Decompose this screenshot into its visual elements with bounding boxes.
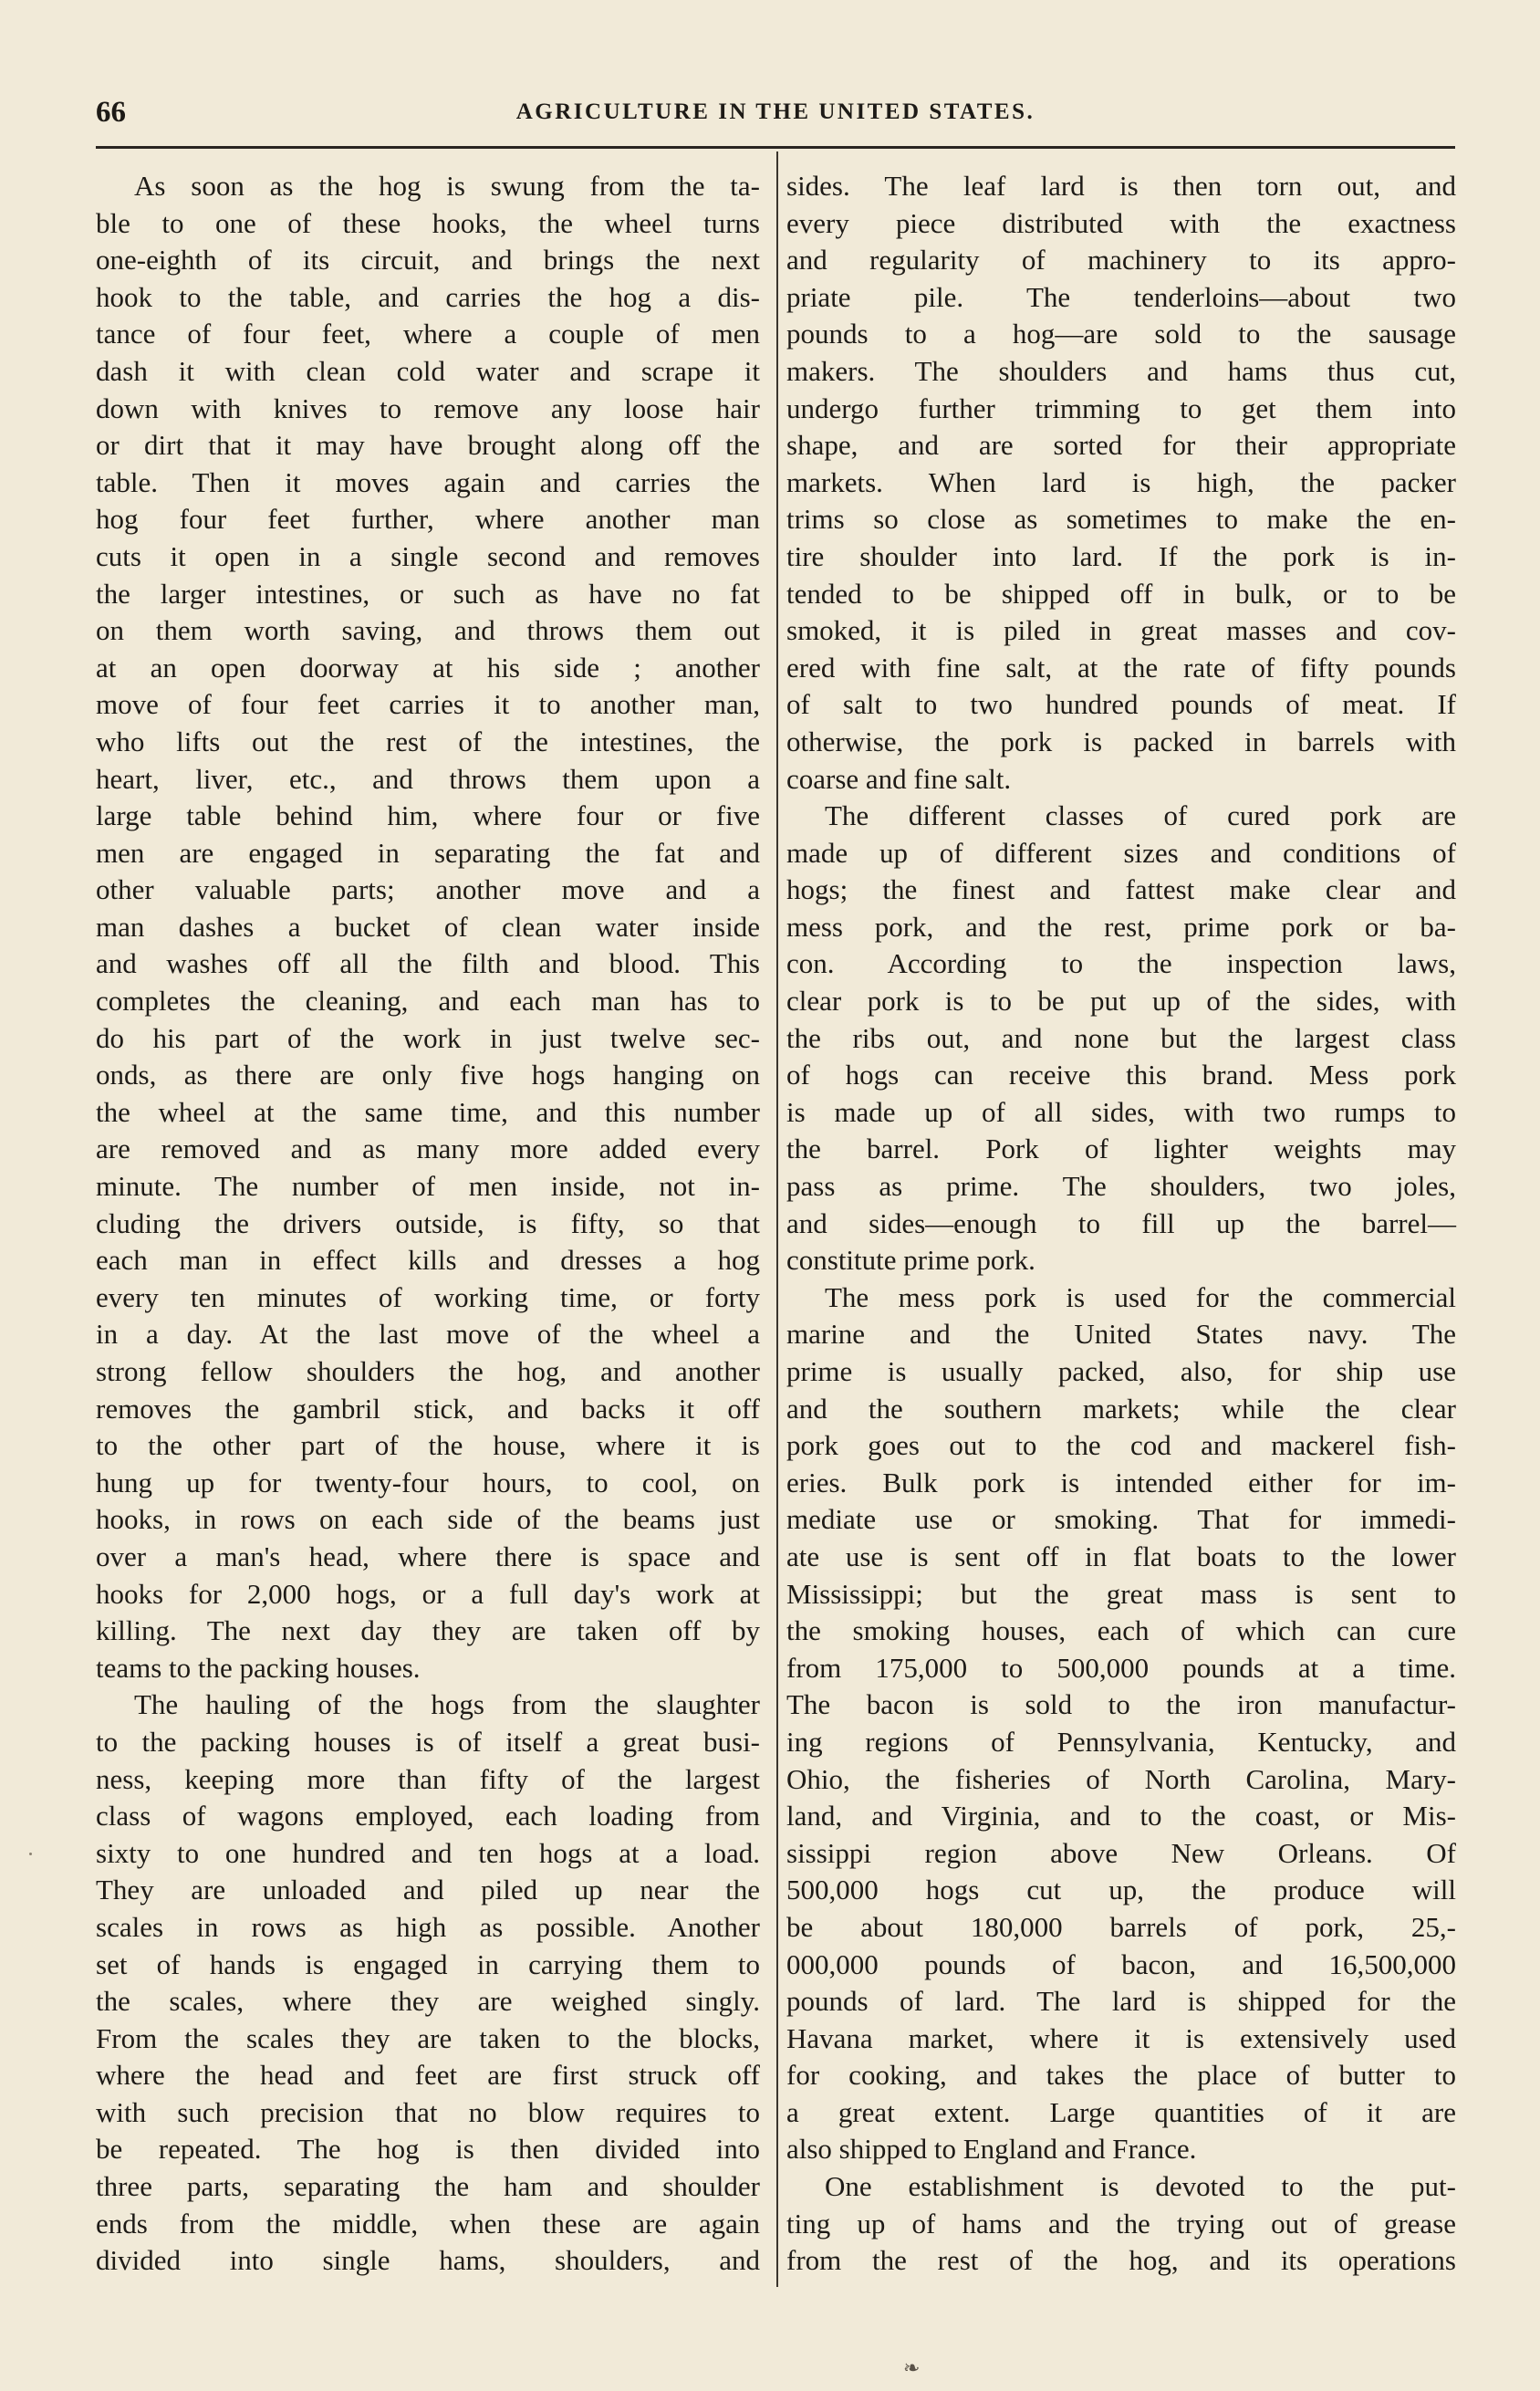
text-line: undergo further trimming to get them into bbox=[786, 392, 1456, 424]
text-line: trims so close as sometimes to make the en- bbox=[786, 503, 1456, 536]
text-line: ness, keeping more than fifty of the largest bbox=[96, 1762, 760, 1795]
text-line: ate use is sent off in flat boats to the lower bbox=[786, 1540, 1456, 1572]
text-line: cuts it open in a single second and removes bbox=[96, 539, 760, 572]
text-line: large table behind him, where four or five bbox=[96, 799, 760, 832]
text-line: every ten minutes of working time, or forty bbox=[96, 1280, 760, 1313]
text-line: hooks, in rows on each side of the beams just bbox=[96, 1503, 760, 1536]
text-line: hook to the table, and carries the hog a dis- bbox=[96, 280, 760, 313]
text-line: con. According to the inspection laws, bbox=[786, 947, 1456, 980]
text-line: the larger intestines, or such as have no fat bbox=[96, 577, 760, 610]
text-line: 000,000 pounds of bacon, and 16,500,000 bbox=[786, 1947, 1456, 1980]
text-line: dash it with clean cold water and scrape it bbox=[96, 354, 760, 387]
text-line: The different classes of cured pork are bbox=[825, 799, 1456, 832]
text-line: clear pork is to be put up of the sides, with bbox=[786, 985, 1456, 1018]
text-line: over a man's head, where there is space and bbox=[96, 1540, 760, 1572]
text-line: every piece distributed with the exactness bbox=[786, 206, 1456, 239]
text-line: made up of different sizes and conditions of bbox=[786, 836, 1456, 869]
text-line: to the packing houses is of itself a great busi- bbox=[96, 1725, 760, 1758]
printer-ornament: ❧ bbox=[903, 2356, 921, 2379]
text-line: of salt to two hundred pounds of meat. If bbox=[786, 688, 1456, 721]
text-line: sissippi region above New Orleans. Of bbox=[786, 1836, 1456, 1869]
text-line: completes the cleaning, and each man has to bbox=[96, 985, 760, 1018]
text-line: smoked, it is piled in great masses and cov- bbox=[786, 614, 1456, 647]
text-line: pass as prime. The shoulders, two joles, bbox=[786, 1170, 1456, 1203]
text-line: marine and the United States navy. The bbox=[786, 1318, 1456, 1351]
text-line: is made up of all sides, with two rumps to bbox=[786, 1095, 1456, 1128]
text-line: for cooking, and takes the place of butter to bbox=[786, 2059, 1456, 2092]
text-line: ends from the middle, when these are again bbox=[96, 2207, 760, 2240]
text-line: Mississippi; but the great mass is sent to bbox=[786, 1577, 1456, 1610]
column-divider bbox=[776, 151, 778, 2287]
header-rule bbox=[96, 146, 1455, 149]
text-line: constitute prime pork. bbox=[786, 1244, 1035, 1277]
text-line: teams to the packing houses. bbox=[96, 1651, 421, 1684]
text-line: on them worth saving, and throws them out bbox=[96, 614, 760, 647]
text-line: at an open doorway at his side ; another bbox=[96, 651, 760, 684]
text-line: the scales, where they are weighed singly. bbox=[96, 1985, 760, 2018]
page-header bbox=[96, 96, 1455, 132]
text-line: set of hands is engaged in carrying them to bbox=[96, 1947, 760, 1980]
text-line: of hogs can receive this brand. Mess pork bbox=[786, 1059, 1456, 1091]
text-line: the smoking houses, each of which can cure bbox=[786, 1614, 1456, 1647]
text-line: shape, and are sorted for their appropriate bbox=[786, 429, 1456, 462]
text-line: from the rest of the hog, and its operations bbox=[786, 2244, 1456, 2277]
text-line: also shipped to England and France. bbox=[786, 2133, 1197, 2166]
text-line: Havana market, where it is extensively used bbox=[786, 2021, 1456, 2054]
text-line: who lifts out the rest of the intestines, the bbox=[96, 725, 760, 757]
text-line: mess pork, and the rest, prime pork or ba- bbox=[786, 910, 1456, 943]
text-line: From the scales they are taken to the blocks, bbox=[96, 2021, 760, 2054]
text-line: a great extent. Large quantities of it are bbox=[786, 2095, 1456, 2128]
text-line: class of wagons employed, each loading from bbox=[96, 1800, 760, 1832]
text-line: Ohio, the fisheries of North Carolina, Mary- bbox=[786, 1762, 1456, 1795]
text-line: pork goes out to the cod and mackerel fish- bbox=[786, 1429, 1456, 1462]
text-line: divided into single hams, shoulders, and bbox=[96, 2244, 760, 2277]
text-line: move of four feet carries it to another man, bbox=[96, 688, 760, 721]
text-line: to the other part of the house, where it is bbox=[96, 1429, 760, 1462]
left-column bbox=[96, 168, 760, 2280]
text-line: mediate use or smoking. That for immedi- bbox=[786, 1503, 1456, 1536]
text-line: killing. The next day they are taken off by bbox=[96, 1614, 760, 1647]
text-line: tended to be shipped off in bulk, or to be bbox=[786, 577, 1456, 610]
text-line: the ribs out, and none but the largest class bbox=[786, 1021, 1456, 1054]
text-line: The hauling of the hogs from the slaughter bbox=[134, 1688, 760, 1721]
text-line: the barrel. Pork of lighter weights may bbox=[786, 1133, 1456, 1165]
text-line: or dirt that it may have brought along off the bbox=[96, 429, 760, 462]
ink-speck bbox=[29, 1853, 32, 1855]
text-line: strong fellow shoulders the hog, and another bbox=[96, 1355, 760, 1387]
text-line: cluding the drivers outside, is fifty, so that bbox=[96, 1206, 760, 1239]
text-line: land, and Virginia, and to the coast, or Mis- bbox=[786, 1800, 1456, 1832]
text-line: ered with fine salt, at the rate of fifty pounds bbox=[786, 651, 1456, 684]
text-line: sixty to one hundred and ten hogs at a load. bbox=[96, 1836, 760, 1869]
text-line: tire shoulder into lard. If the pork is in- bbox=[786, 539, 1456, 572]
text-line: be about 180,000 barrels of pork, 25,- bbox=[786, 1910, 1456, 1943]
text-line: and regularity of machinery to its appro- bbox=[786, 244, 1456, 277]
running-head: AGRICULTURE IN THE UNITED STATES. bbox=[515, 99, 1035, 124]
text-line: 500,000 hogs cut up, the produce will bbox=[786, 1874, 1456, 1906]
text-line: onds, as there are only five hogs hanging on bbox=[96, 1059, 760, 1091]
text-line: They are unloaded and piled up near the bbox=[96, 1874, 760, 1906]
text-line: heart, liver, etc., and throws them upon a bbox=[96, 762, 760, 795]
text-line: and washes off all the filth and blood. This bbox=[96, 947, 760, 980]
text-line: sides. The leaf lard is then torn out, and bbox=[786, 170, 1456, 202]
text-line: tance of four feet, where a couple of men bbox=[96, 318, 760, 350]
page-number: 66 bbox=[96, 96, 126, 129]
text-line: pounds of lard. The lard is shipped for the bbox=[786, 1985, 1456, 2018]
text-line: One establishment is devoted to the put- bbox=[825, 2170, 1456, 2203]
text-line: As soon as the hog is swung from the ta- bbox=[134, 170, 760, 202]
text-line: eries. Bulk pork is intended either for im- bbox=[786, 1466, 1456, 1498]
text-line: and the southern markets; while the clear bbox=[786, 1392, 1456, 1425]
text-line: one-eighth of its circuit, and brings the next bbox=[96, 244, 760, 277]
text-line: man dashes a bucket of clean water inside bbox=[96, 910, 760, 943]
text-line: removes the gambril stick, and backs it off bbox=[96, 1392, 760, 1425]
text-line: scales in rows as high as possible. Another bbox=[96, 1910, 760, 1943]
text-line: and sides—enough to fill up the barrel— bbox=[786, 1206, 1456, 1239]
text-line: priate pile. The tenderloins—about two bbox=[786, 280, 1456, 313]
text-line: do his part of the work in just twelve sec- bbox=[96, 1021, 760, 1054]
text-line: men are engaged in separating the fat and bbox=[96, 836, 760, 869]
text-line: markets. When lard is high, the packer bbox=[786, 465, 1456, 498]
text-line: where the head and feet are first struck off bbox=[96, 2059, 760, 2092]
text-line: table. Then it moves again and carries the bbox=[96, 465, 760, 498]
text-line: down with knives to remove any loose hair bbox=[96, 392, 760, 424]
text-line: in a day. At the last move of the wheel a bbox=[96, 1318, 760, 1351]
text-line: hung up for twenty-four hours, to cool, on bbox=[96, 1466, 760, 1498]
text-line: the wheel at the same time, and this number bbox=[96, 1095, 760, 1128]
text-line: hooks for 2,000 hogs, or a full day's work at bbox=[96, 1577, 760, 1610]
text-line: ble to one of these hooks, the wheel turns bbox=[96, 206, 760, 239]
text-line: coarse and fine salt. bbox=[786, 762, 1012, 795]
text-line: from 175,000 to 500,000 pounds at a time. bbox=[786, 1651, 1456, 1684]
text-line: minute. The number of men inside, not in- bbox=[96, 1170, 760, 1203]
right-column bbox=[786, 168, 1456, 2280]
text-line: each man in effect kills and dresses a hog bbox=[96, 1244, 760, 1277]
text-line: be repeated. The hog is then divided into bbox=[96, 2133, 760, 2166]
text-line: makers. The shoulders and hams thus cut, bbox=[786, 354, 1456, 387]
text-line: The mess pork is used for the commercial bbox=[825, 1280, 1456, 1313]
text-line: other valuable parts; another move and a bbox=[96, 873, 760, 906]
text-line: three parts, separating the ham and shoulder bbox=[96, 2170, 760, 2203]
text-line: hogs; the finest and fattest make clear and bbox=[786, 873, 1456, 906]
text-line: The bacon is sold to the iron manufactur- bbox=[786, 1688, 1456, 1721]
text-line: pounds to a hog—are sold to the sausage bbox=[786, 318, 1456, 350]
text-line: ting up of hams and the trying out of grease bbox=[786, 2207, 1456, 2240]
text-line: prime is usually packed, also, for ship use bbox=[786, 1355, 1456, 1387]
text-line: hog four feet further, where another man bbox=[96, 503, 760, 536]
text-line: otherwise, the pork is packed in barrels with bbox=[786, 725, 1456, 757]
text-line: ing regions of Pennsylvania, Kentucky, and bbox=[786, 1725, 1456, 1758]
text-line: are removed and as many more added every bbox=[96, 1133, 760, 1165]
text-line: with such precision that no blow requires to bbox=[96, 2095, 760, 2128]
